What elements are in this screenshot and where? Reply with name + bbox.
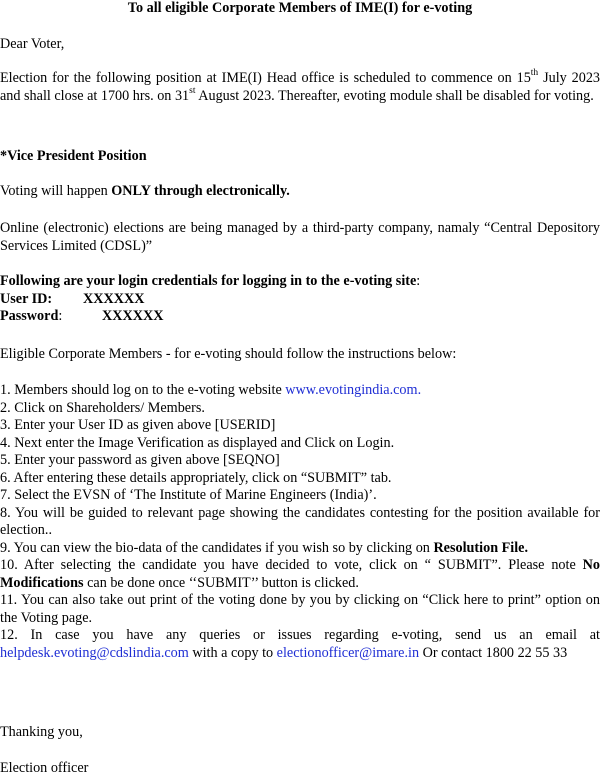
credentials-block [0,273,600,326]
page-heading: To all eligible Corporate Members of IME(I) for e-voting [127,0,473,16]
step-1: 1. Members should log on to the e-voting website www.evotingindia.com. [0,382,422,398]
credentials-heading: Following are your login credentials for logging in to the e-voting site: [0,273,421,289]
salutation: Dear Voter, [0,36,65,52]
step-5: 5. Enter your password as given above [SEQNO] [0,452,280,468]
step-6: 6. After entering these details appropriately, click on “SUBMIT” tab. [0,469,392,486]
helpdesk-email-link[interactable]: helpdesk.evoting@cdslindia.com [0,644,189,661]
signature: Election officer [0,760,89,776]
intro-paragraph: Election for the following position at IME(I) Head office is scheduled to commence on 15th July 2023 and shall close at 1700 hrs. on 31st August 2023. Thereafter, evoting module shall be disabled for voting. [0,68,600,104]
step-7: 7. Select the EVSN of ‘The Institute of Marine Engineers (India)’. [0,487,377,503]
election-manager: Online (electronic) elections are being managed by a third-party company, namaly “Central Depository Services Limited (CDSL)” [0,220,600,254]
instructions-intro: Eligible Corporate Members - for e-voting should follow the instructions below: [0,346,457,362]
password-row: Password: XXXXXX [0,308,164,324]
step-9: 9. You can view the bio-data of the candidates if you wish so by clicking on Resolution File. [0,539,529,556]
step-4: 4. Next enter the Image Verification as displayed and Click on Login. [0,434,395,451]
position-title: *Vice President Position [0,148,147,164]
user-id-row: User ID: XXXXXX [0,290,145,307]
step-12: 12. In case you have any queries or issues regarding e-voting, send us an email at helpdesk.evoting@cdslindia.com with a copy to electionofficer@imare.in Or contact 1800 22 55 33 [0,627,600,661]
step-8: 8. You will be guided to relevant page showing the candidates contesting for the position available for election.. [0,504,600,538]
election-officer-email-link[interactable]: electionofficer@imare.in [276,644,420,661]
instructions-list [0,382,600,662]
step-3: 3. Enter your User ID as given above [USERID] [0,417,276,433]
evoting-website-link[interactable]: www.evotingindia.com [285,382,418,398]
step-10: 10. After selecting the candidate you have decided to vote, click on “ SUBMIT”. Please note No Modifications can be done once ‘‘SUBMIT’’ button is clicked. [0,557,600,591]
voting-mode: Voting will happen ONLY through electronically. [0,183,290,199]
closing: Thanking you, [0,724,83,740]
step-11: 11. You can also take out print of the voting done by you by clicking on “Click here to print” option on the Voting page. [0,592,600,626]
step-2: 2. Click on Shareholders/ Members. [0,399,205,416]
